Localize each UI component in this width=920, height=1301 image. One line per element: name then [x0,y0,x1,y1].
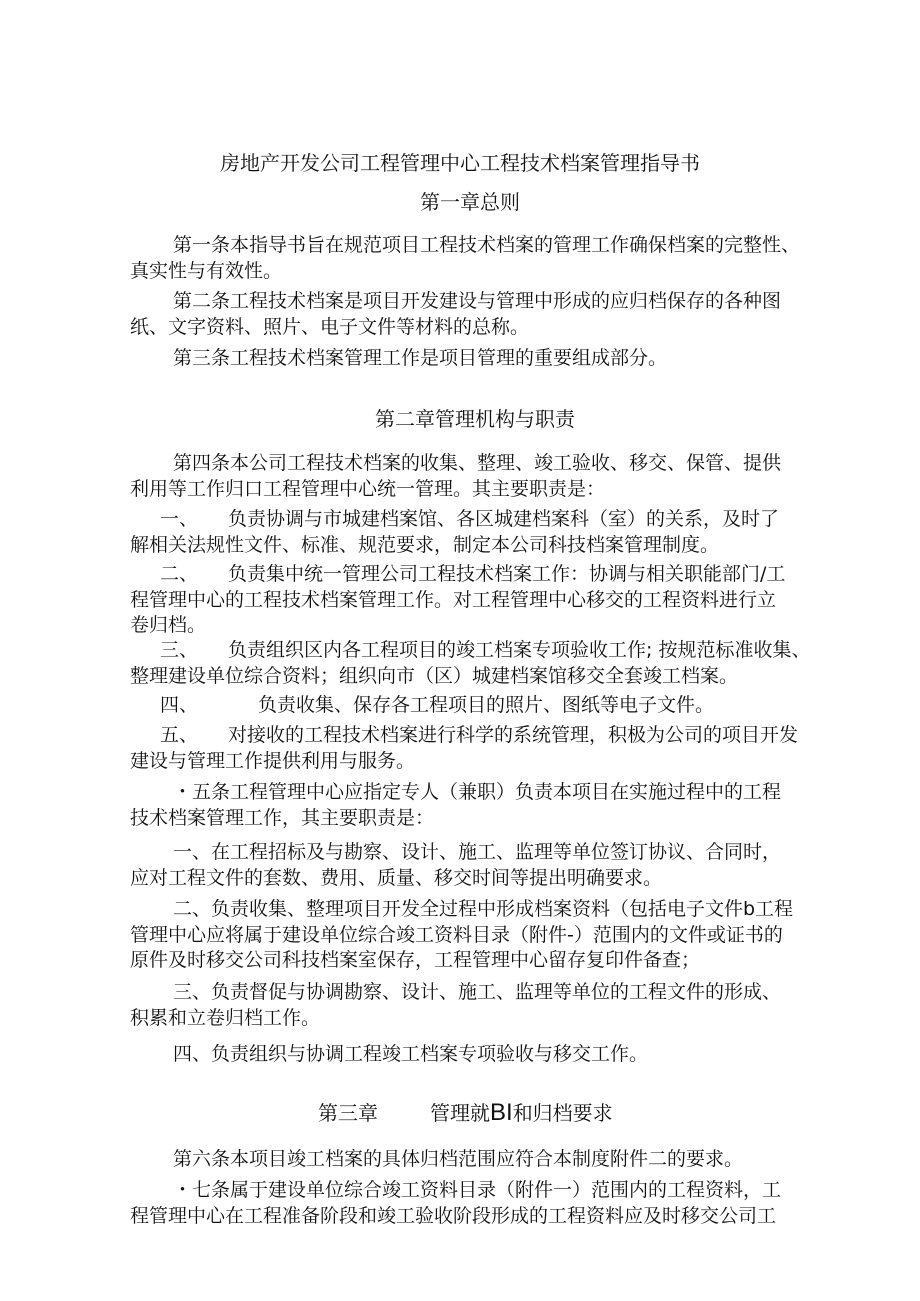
chapter-3-title [430,1100,613,1126]
item-3-number: 三、 [160,639,199,661]
duty-2-line-1: 二、负责收集、整理项目开发全过程中形成档案资料（包括电子文件b工程 [173,898,794,920]
article-5-line-2: 技术档案管理工作，其主要职责是： [130,807,435,829]
duty-3-line-2: 积累和立卷归档工作。 [130,1007,321,1029]
chapter-2-heading: 第二章管理机构与职责 [375,407,575,431]
article-1-line-2: 真实性与有效性。 [130,260,283,282]
item-2-number: 二、 [160,563,199,585]
duty-2-line-2: 管理中心应将属于建设单位综合竣工资料目录（附件-）范围内的文件或证书的 [130,924,783,946]
item-1-line-1: 负责协调与市城建档案馆、各区城建档案科（室）的关系，及时了 [228,508,780,530]
item-5-line-2: 建设与管理工作提供利用与服务。 [130,750,416,772]
chapter-3-number: 第三章 [318,1101,378,1125]
duty-3-line-1: 三、负责督促与协调勘察、设计、施工、监理等单位的工程文件的形成、 [173,981,782,1003]
item-4-number: 四、 [160,694,199,716]
chapter-1-heading: 第一章总则 [420,190,520,214]
document-title: 房地产开发公司工程管理中心工程技术档案管理指导书 [220,151,700,175]
article-5-line-1: ・五条工程管理中心应指定专人（兼职）负责本项目在实施过程中的工程 [173,781,782,803]
item-1-line-2: 解相关法规性文件、标准、规范要求，制定本公司科技档案管理制度。 [130,534,720,556]
item-2-line-3: 卷归档。 [130,614,207,636]
duty-2-line-3: 原件及时移交公司科技档案室保存，工程管理中心留存复印件备查； [130,949,701,971]
item-2-line-2: 程管理中心的工程技术档案管理工作。对工程管理中心移交的工程资料进行立 [130,589,777,611]
item-2-line-1: 负责集中统一管理公司工程技术档案工作：协调与相关职能部门/工 [228,563,786,585]
article-4-line-1: 第四条本公司工程技术档案的收集、整理、竣工验收、移交、保管、提供 [173,452,782,474]
item-5-number: 五、 [160,724,199,746]
article-3-line-1: 第三条工程技术档案管理工作是项目管理的重要组成部分。 [173,347,668,369]
duty-1-line-1: 一、在工程招标及与勘察、设计、施工、监理等单位签订协议、合同时， [173,841,782,863]
chapter-3-title-pre: 管理就 [430,1101,490,1125]
item-4-line-1: 负责收集、保存各工程项目的照片、图纸等电子文件。 [258,694,715,716]
article-1-line-1: 第一条本指导书旨在规范项目工程技术档案的管理工作确保档案的完整性、 [173,234,801,256]
duty-4-line-1: 四、负责组织与协调工程竣工档案专项验收与移交工作。 [173,1043,649,1065]
item-1-number: 一、 [160,508,199,530]
article-7-line-1: ・七条属于建设单位综合竣工资料目录（附件一）范围内的工程资料，工 [173,1179,782,1201]
article-2-line-1: 第二条工程技术档案是项目开发建设与管理中形成的应归档保存的各种图 [173,290,782,312]
item-5-line-1: 对接收的工程技术档案进行科学的系统管理，积极为公司的项目开发 [228,724,799,746]
chapter-3-title-post: 和归档要求 [512,1101,613,1125]
article-2-line-2: 纸、文字资料、照片、电子文件等材料的总称。 [130,316,530,338]
chapter-3-title-garbled: BI [490,1099,513,1126]
duty-1-line-2: 应对工程文件的套数、费用、质量、移交时间等提出明确要求。 [130,867,663,889]
article-4-line-2: 利用等工作归口工程管理中心统一管理。其主要职责是： [130,478,606,500]
item-3-line-2: 整理建设单位综合资料；组织向市（区）城建档案馆移交全套竣工档案。 [130,665,739,687]
article-7-line-2: 程管理中心在工程准备阶段和竣工验收阶段形成的工程资料应及时移交公司工 [130,1205,777,1227]
article-6-line-1: 第六条本项目竣工档案的具体归档范围应符合本制度附件二的要求。 [173,1148,744,1170]
item-3-line-1: 负责组织区内各工程项目的竣工档案专项验收工作; 按规范标准收集、 [228,639,811,661]
